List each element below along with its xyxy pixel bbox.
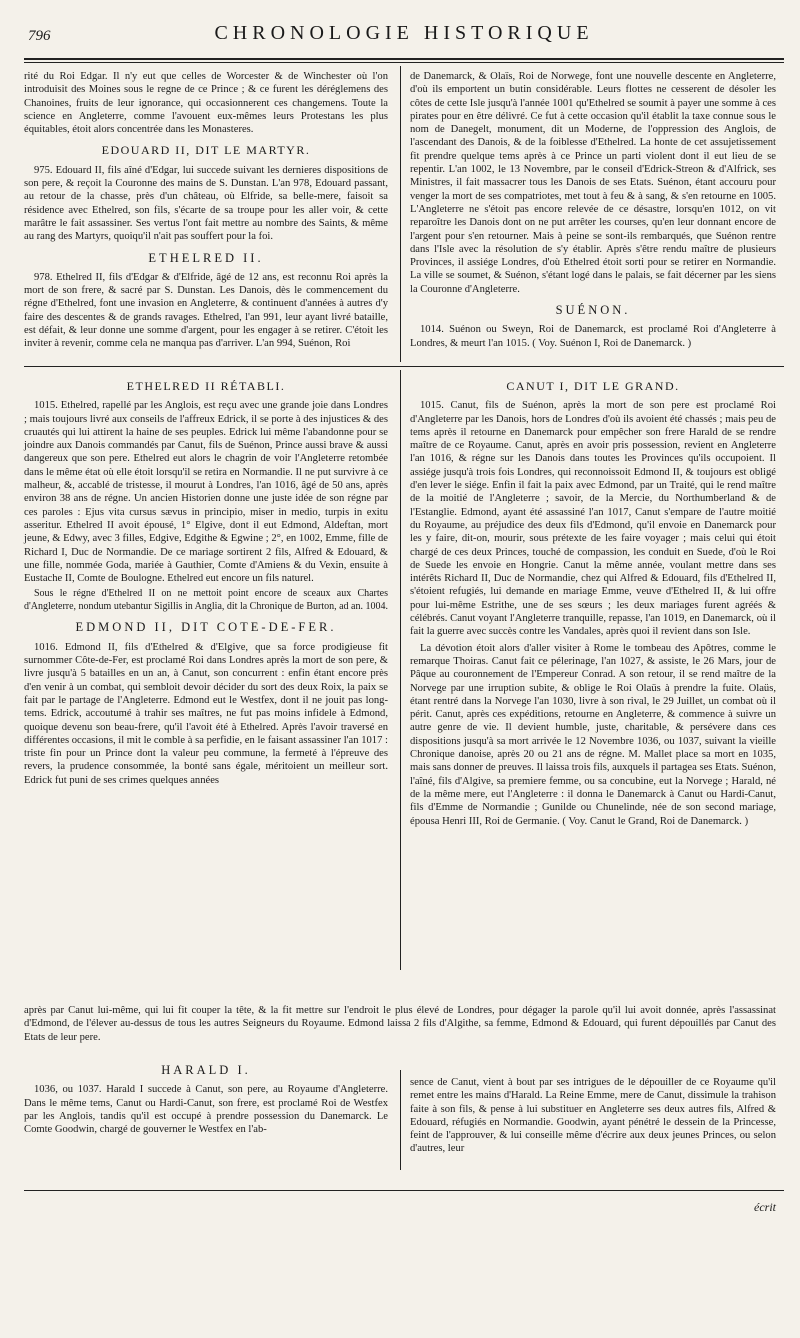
- header-rule: [24, 58, 784, 60]
- column-top-left: [24, 70, 388, 354]
- column-divider: [400, 66, 401, 362]
- bridge-paragraph: après par Canut lui-même, qui lui fit couper la tête, & la fit mettre sur l'endroit le plus élevé de Londres, pour dégager la parole qu'il lui avoit donnée, après l'assassinat d'Edmond, de l'élever au-dessus de tous les autres Seigneurs du Royaume. Edmond laissa 2 fils d'Algithe, sa femme, Edmond & Edouard, qui furent dépouillés par Canut des Etats de leur pere.: [24, 1005, 776, 1043]
- column-mid-left: [24, 372, 388, 790]
- column-top-right: [410, 70, 776, 353]
- page-number: 796: [28, 28, 51, 44]
- section-heading: ETHELRED II.: [148, 250, 264, 265]
- note-paragraph: Sous le régne d'Ethelred II on ne mettoit point encore de sceaux aux Chartes d'Angleterre, nondum utebantur Sigillis in Anglia, dit la Chronique de Burton, ad an. 1004.: [24, 588, 388, 612]
- section-heading: EDOUARD II, DIT LE MARTYR.: [101, 143, 311, 158]
- section-heading: ETHELRED II RÉTABLI.: [126, 379, 286, 393]
- paragraph: 978. Ethelred II, fils d'Edgar & d'Elfride, âgé de 12 ans, est reconnu Roi après la mort de son frere, & sacré par S. Dunstan. Les Danois, dès le commencement du régne d'Ethelred, font une invasion en Angleterre, & continuent d'années à autres d'y faire des descentes & de grands ravages. Ethelred, l'an 991, leur ayant livré bataille, est défait, & leur donne une somme d'argent, pour les engager à se retirer. C'étoit les inviter à revenir, comme cela ne manqua pas d'arriver. L'an 994, Suénon, Roi: [24, 271, 388, 350]
- paragraph: de Danemarck, & Olaïs, Roi de Norwege, font une nouvelle descente en Angleterre, d'où ils emportent un butin considérable. Leurs flottes ne cesserent de désoler les côtes de cette Isle jusqu'à l'année 1001 qu'Ethelred se soumit à payer une somme à ces pirates pour en être délivré. Ce fut à cette occasion qu'il établit la taxe connue sous le nom de Danegelt, monument, dit un Moderne, de l'oppression des Anglois, de l'ascendant des Danois, & de la foiblesse d'Ethelred. La honte de cet assujetissement fit prendre quelque tems après à ce Prince un parti violent dont il eut lieu de se repentir. L'an 1002, le 13 Novembre, par le conseil d'Edrick-Streon & d'Alfrick, ses Ministres, il fait massacrer tous les Danois de ses Etats. Suénon, étant accouru pour venger la mort de ses compatriotes, met tout à feu & à sang, & s'en retourne en 1005. L'Angleterre ne s'étoit pas encore relevée de ce désastre, lorsqu'en 1012, on vit reparoître les Danois dont on ne put arrêter les courses, qu'en leur donnant encore de l'argent pour s'en retourner. Mais à peine se sont-ils rembarqués, que Suénon rentre dans l'Isle avec la résolution de s'y établir. Après s'être rendu maître de plusieurs Provinces, il assiége Londres, d'où Ethelred étoit sorti pour se retirer en Normandie. La ville se soumet, & Suénon, s'étant logé dans le palais, se fait décerner par les siens la Couronne d'Angleterre.: [410, 71, 776, 295]
- column-divider: [400, 1070, 401, 1170]
- column-bottom-right: [410, 1076, 776, 1159]
- paragraph: La dévotion étoit alors d'aller visiter à Rome le tombeau des Apôtres, comme le remarque Thoiras. Canut fait ce pélerinage, l'an 1027, & assiste, le 26 Mars, jour de Pâque au couronnement de l'Empereur Conrad. A son retour, il se rend maître de la Norvege par une irruption subite, & oblige le Roi Olaüs à prendre la fuite. Olaüs, étant rentré dans la Norvege l'an 1030, livre à son rival, le 29 Juillet, un combat où il périt. Canut, après ces expéditions, retourne en Angleterre, & commence à suivre un autre genre de vie. Il devient humble, juste, charitable, & persévere dans ces dispositions jusqu'à sa mort arrivée le 12 Novembre 1036, ou 1037, suivant la vieille Chronique danoise, après 20 ou 21 ans de régne. M. Mallet place sa mort en 1035, mais sans donner de preuves. Il laissa trois fils, auxquels il partagea ses Etats. Suénon, l'aîné, fils d'Algive, sa premiere femme, ou sa concubine, eut la Norvege ; Harald, né de la même mere, eut l'Angleterre : il donna le Danemarck à Canut ou Hardi-Canut, fils d'Emme de Normandie ; Gunilde ou Chunelinde, née de son second mariage, épousa Henri III, Roi de Germanie. ( Voy. Canut le Grand, Roi de Danemarck. ): [410, 642, 776, 827]
- column-bottom-left: [24, 1056, 388, 1139]
- section-heading: SUÉNON.: [555, 303, 631, 318]
- paragraph: 1015. Ethelred, rapellé par les Anglois, est reçu avec une grande joie dans Londres ; mais toujours livré aux conseils de l'affreux Edrick, il se porte à des injustices & des cruautés qui lui attirent la haine de ses peuples. Edrick lui même l'abandonne pour se joindre aux Danois commandés par Canut, fils de Suénon, Prince aussi brave & aussi dangereux que son pere. Ethelred eut alors le chagrin de voir l'Angleterre retombée dans le même état où elle étoit lorsqu'il se retira en Normandie. Il ne put survivre à ce malheur, &, accablé de tristesse, il mourut à Londres, l'an 1016, âgé de 50 ans, après environ 38 ans de régne. Un ancien Historien donne une juste idée de son régne par ces paroles : Ejus vita cursus sævus in principio, miser in medio, turpis in exitu asseritur. Ethelred II avoit épousé, 1° Elgive, dont il eut Edmond, Aldeftan, mort jeune, & Edwy, avec 3 filles, Edgive, Edgithe & Egwine ; 2°, en 1002, Emme, fille de Richard I, Duc de Normandie. De ce mariage sortirent 2 fils, Alfred & Edouard, & une fille, nommée Goda, mariée à Gauthier, Comte d'Amiens & du Vexin, ensuite à Eustache II, Comte de Boulogne. Ethelred eut encore un fils naturel.: [24, 400, 388, 585]
- running-title: CHRONOLOGIE HISTORIQUE: [214, 22, 594, 44]
- footer-rule: [24, 1190, 784, 1191]
- catchword: écrit: [754, 1200, 776, 1214]
- column-mid-right: [410, 372, 776, 831]
- paragraph: 1015. Canut, fils de Suénon, après la mort de son pere est proclamé Roi d'Angleterre par les Danois, hors de Londres d'où ils avoient été chassés ; mais peu de tems après il retourne en Danemarck pour empêcher son frere Harald de se rendre maître de ce Royaume. Canut, après en avoir pris possession, revient en Angleterre l'an 1016, & régne sur les Danois dans toutes les Provinces qu'ils occupoient. Il assiége jusqu'à trois fois Londres, qui reconnoissoit Edmond II, & toujours est obligé d'en lever le siége. Enfin il fait la paix avec Edmond, par un Traité, qui le rend maître de la moitié de l'Angleterre ; savoir, de la Mercie, du Northumberland & de l'Estanglie. Edmond, ayant été assassiné l'an 1017, Canut s'empare de l'autre moitié du Royaume, au préjudice des deux fils d'Edmond, qu'il envoie en Danemarck pour les y faire, dit-on, mourir, sous prétexte de les faire voyager ; mais celui qui étoit chargé de ces deux Princes, touché de compassion, les conduit en Suede, d'où le Roi de Suede les envoie en Hongrie. Canut la même année, voulant mettre dans ses intérêts Richard II, Duc de Normandie, chez qui Alfred & Edouard, fils d'Ethelred II, s'étoient refugiés, lui demande en mariage Emme, veuve d'Ethelred II, & lui offre pour lui-même Estrithe, une de ses sœurs ; les deux mariages furent agréés & célébrés. Canut voyant l'Angleterre tranquille, repasse, l'an 1019, en Danemarck, où il fait la guerre avec succès contre les Vandales, après quoi il revient dans son Isle.: [410, 400, 776, 638]
- section-heading: HARALD I.: [161, 1063, 251, 1077]
- paragraph: 975. Edouard II, fils aîné d'Edgar, lui succede suivant les dernieres dispositions de son pere, & reçoit la Couronne des mains de S. Dunstan. L'an 978, Edouard passant, au retour de la chasse, près d'un château, où Elfride, sa belle-mere, faisoit sa résidence avec Ethelred, son fils, s'écarte de sa troupe pour les aller voir, & cette marâtre le fait assassiner. Ses vertus l'ont fait mettre au nombre des Saints, & même au rang des Martyrs, quoiqu'il n'ait pas souffert pour la foi.: [24, 164, 388, 243]
- paragraph: 1014. Suénon ou Sweyn, Roi de Danemarck, est proclamé Roi d'Angleterre à Londres, & meurt l'an 1015. ( Voy. Suénon I, Roi de Danemarck. ): [410, 324, 776, 349]
- column-divider: [400, 370, 401, 970]
- paragraph: rité du Roi Edgar. Il n'y eut que celles de Worcester & de Winchester où l'on introduisit des Moines sous le regne de ce Prince ; & ce furent les déréglemens des Chanoines, fruits de leur ignorance, qui occasionnerent ces changemens. Toute la science en Angleterre, comme l'avouent eux-mêmes leurs Protestans les plus équitables, étoit alors concentrée dans les Monasteres.: [24, 71, 388, 136]
- paragraph: 1016. Edmond II, fils d'Ethelred & d'Elgive, que sa force prodigieuse fit surnommer Côte-de-Fer, est proclamé Roi dans Londres après la mort de son pere, & livre jusqu'à 5 batailles en un an, à Canut, son concurrent : enfin étant encore près d'en venir à un combat, qui sembloit devoir décider du sort des deux Roix, la paix se fait par le partage de l'Angleterre. Edmond eut le Westfex, dont il ne jouit pas long-tems. Edrick, accoutumé à trahir ses maîtres, ne fut pas moins infidele à Edmond, quoique devenu son beau-frere, qu'il l'avoit été à Ethelred. Après l'avoir traversé en différentes occasions, il mit le comble à sa perfidie, en le faisant assassiner l'an 1017 : triste fin pour un Prince dont la valeur peu commune, la fermeté à l'épreuve des revers, la prudence consommée, la bonté sans égale, méritoient un meilleur sort. Edrick fut puni de ses crimes quelques années: [24, 641, 388, 786]
- section-heading: EDMOND II, DIT COTE-DE-FER.: [75, 620, 337, 635]
- header-rule-thin: [24, 62, 784, 63]
- paragraph: sence de Canut, vient à bout par ses intrigues de le dépouiller de ce Royaume qu'il remet entre les mains d'Harald. La Reine Emme, mere de Canut, dissimule la trahison faite à son fils, & pense à lui substituer en Angleterre ses deux autres fils, Alfred & Edouard, réfugiés en Normandie. Goodwin, ayant pénétré le dessein de la Princesse, feint de l'approuver, & lui conseille même d'écrire aux deux jeunes Princes, ou selon d'autres, leur: [410, 1077, 776, 1155]
- paragraph: 1036, ou 1037. Harald I succede à Canut, son pere, au Royaume d'Angleterre. Dans le même tems, Canut ou Hardi-Canut, son frere, est proclamé Roi de Westfex par les Anglois, tandis qu'il est occupé à prendre possession du Danemarck. Le Comte Goodwin, chargé de gouverner le Westfex en l'ab-: [24, 1084, 388, 1136]
- section-rule: [24, 366, 784, 367]
- page-header: [24, 18, 784, 58]
- section-heading: CANUT I, DIT LE GRAND.: [506, 379, 680, 393]
